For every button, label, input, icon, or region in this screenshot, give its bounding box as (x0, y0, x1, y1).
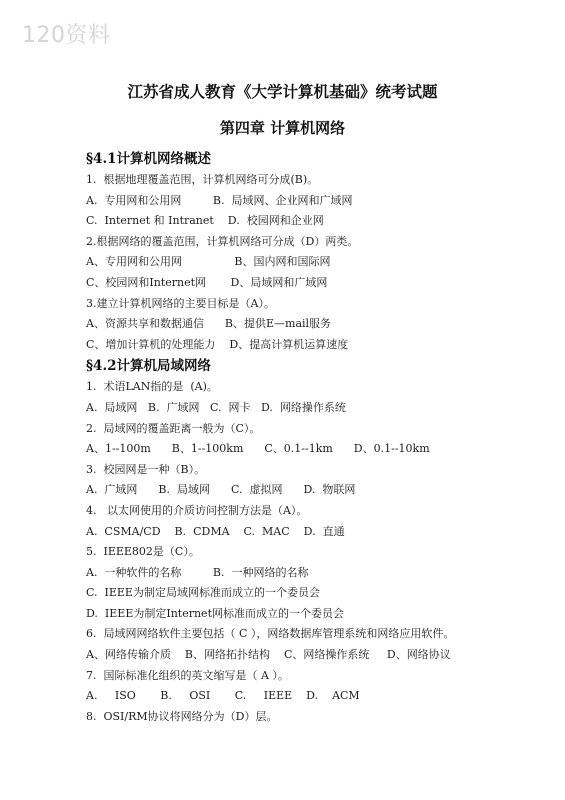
option-line: A、专用网和公用网 B、国内网和国际网 (86, 255, 331, 269)
option-line: A、网络传输介质 B、网络拓扑结构 C、网络操作系统 D、网络协议 (86, 648, 451, 662)
option-line: A. 局域网 B. 广域网 C. 网卡 D. 网络操作系统 (86, 400, 346, 414)
option-line: C、校园网和Internet网 D、局域网和广域网 (86, 275, 328, 289)
question-line: 1. 术语LAN指的是 (A)。 (86, 380, 218, 394)
option-line: C. Internet 和 Intranet D. 校园网和企业网 (86, 214, 324, 228)
option-line: A、资源共享和数据通信 B、提供E—mail服务 (86, 317, 332, 331)
option-line: A. 广域网 B. 局域网 C. 虚拟网 D. 物联网 (86, 483, 356, 497)
option-line: C. IEEE为制定局域网标准而成立的一个委员会 (86, 586, 320, 600)
question-line: 2.根据网络的覆盖范围，计算机网络可分成（D）两类。 (86, 234, 359, 248)
document-body (86, 148, 556, 727)
question-line: 2. 局域网的覆盖距离一般为（C）。 (86, 421, 261, 435)
question-line: 7. 国际标准化组织的英文缩写是（ A ）。 (86, 668, 289, 682)
chapter-title: 第四章 计算机网络 (219, 119, 346, 137)
option-line: D. IEEE为制定Internet网标准而成立的一个委员会 (86, 606, 344, 620)
option-line: A. ISO B. OSI C. IEEE D. ACM (86, 689, 360, 703)
option-line: A、1--100m B、1--100km C、0.1--1km D、0.1--10km (86, 442, 430, 456)
section-heading: §4.1计算机网络概述 (86, 151, 212, 167)
option-line: A. 一种软件的名称 B. 一种网络的名称 (86, 565, 309, 579)
watermark: 120资料 (22, 23, 111, 48)
question-line: 6. 局域网网络软件主要包括（ C ），网络数据库管理系统和网络应用软件。 (86, 627, 455, 641)
question-line: 5. IEEE802是（C）。 (86, 545, 200, 559)
option-line: A. CSMA/CD B. CDMA C. MAC D. 直通 (86, 524, 345, 538)
question-line: 3.建立计算机网络的主要目标是（A）。 (86, 296, 275, 310)
document-title: 江苏省成人教育《大学计算机基础》统考试题 (127, 82, 438, 101)
question-line: 1. 根据地理覆盖范围，计算机网络可分成(B)。 (86, 173, 319, 186)
question-line: 4. 以太网使用的介质访问控制方法是（A）。 (86, 503, 308, 517)
option-line: A. 专用网和公用网 B. 局域网、企业网和广域网 (86, 193, 353, 207)
section-heading: §4.2计算机局域网络 (86, 358, 212, 375)
question-line: 3. 校园网是一种（B）。 (86, 462, 206, 476)
option-line: C、增加计算机的处理能力 D、提高计算机运算速度 (86, 337, 349, 351)
question-line: 8. OSI/RM协议将网络分为（D）层。 (86, 709, 278, 723)
